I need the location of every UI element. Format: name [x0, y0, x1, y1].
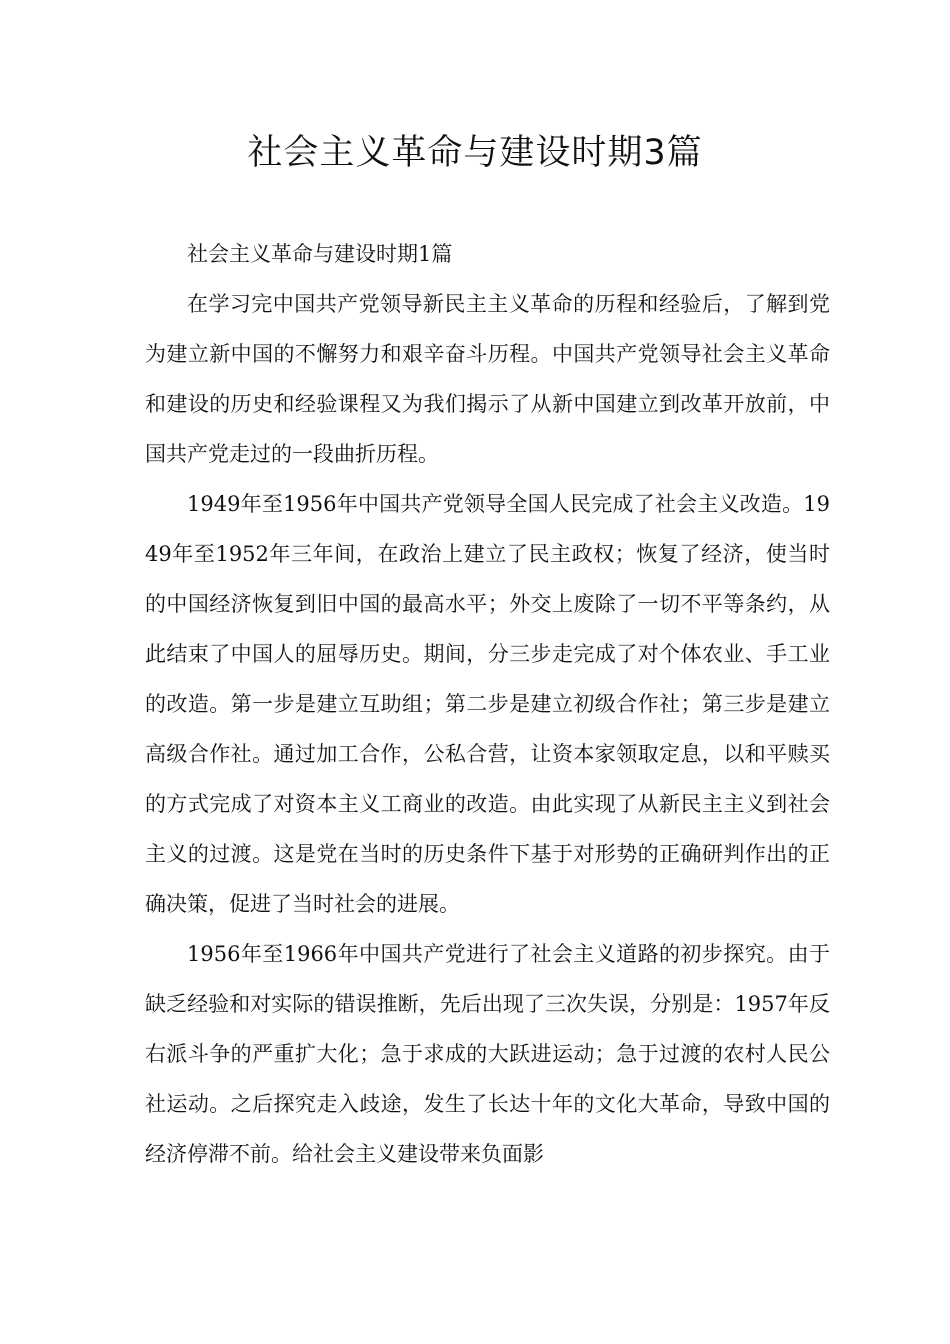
paragraph-subtitle: 社会主义革命与建设时期1篇 [187, 242, 453, 266]
document-title: 社会主义革命与建设时期3篇 [247, 133, 703, 173]
paragraph: 1956年至1966年中国共产党进行了社会主义道路的初步探究。由于缺乏经验和对实际的错误推断，先后出现了三次失误，分别是：1957年反右派斗争的严重扩大化；急于求成的大跃进运动；急于过渡的农村人民公社运动。之后探究走入歧途，发生了长达十年的文化大革命，导致中国的经济停滞不前。给社会主义建设带来负面影 [145, 942, 830, 1166]
document-body [145, 229, 830, 1179]
paragraph: 1949年至1956年中国共产党领导全国人民完成了社会主义改造。1949年至1952年三年间，在政治上建立了民主政权；恢复了经济，使当时的中国经济恢复到旧中国的最高水平；外交上废除了一切不平等条约，从此结束了中国人的屈辱历史。期间，分三步走完成了对个体农业、手工业的改造。第一步是建立互助组；第二步是建立初级合作社；第三步是建立高级合作社。通过加工合作，公私合营，让资本家领取定息，以和平赎买的方式完成了对资本主义工商业的改造。由此实现了从新民主主义到社会主义的过渡。这是党在当时的历史条件下基于对形势的正确研判作出的正确决策，促进了当时社会的进展。 [145, 492, 830, 916]
paragraph: 在学习完中国共产党领导新民主主义革命的历程和经验后，了解到党为建立新中国的不懈努力和艰辛奋斗历程。中国共产党领导社会主义革命和建设的历史和经验课程又为我们揭示了从新中国建立到改革开放前，中国共产党走过的一段曲折历程。 [145, 292, 830, 466]
